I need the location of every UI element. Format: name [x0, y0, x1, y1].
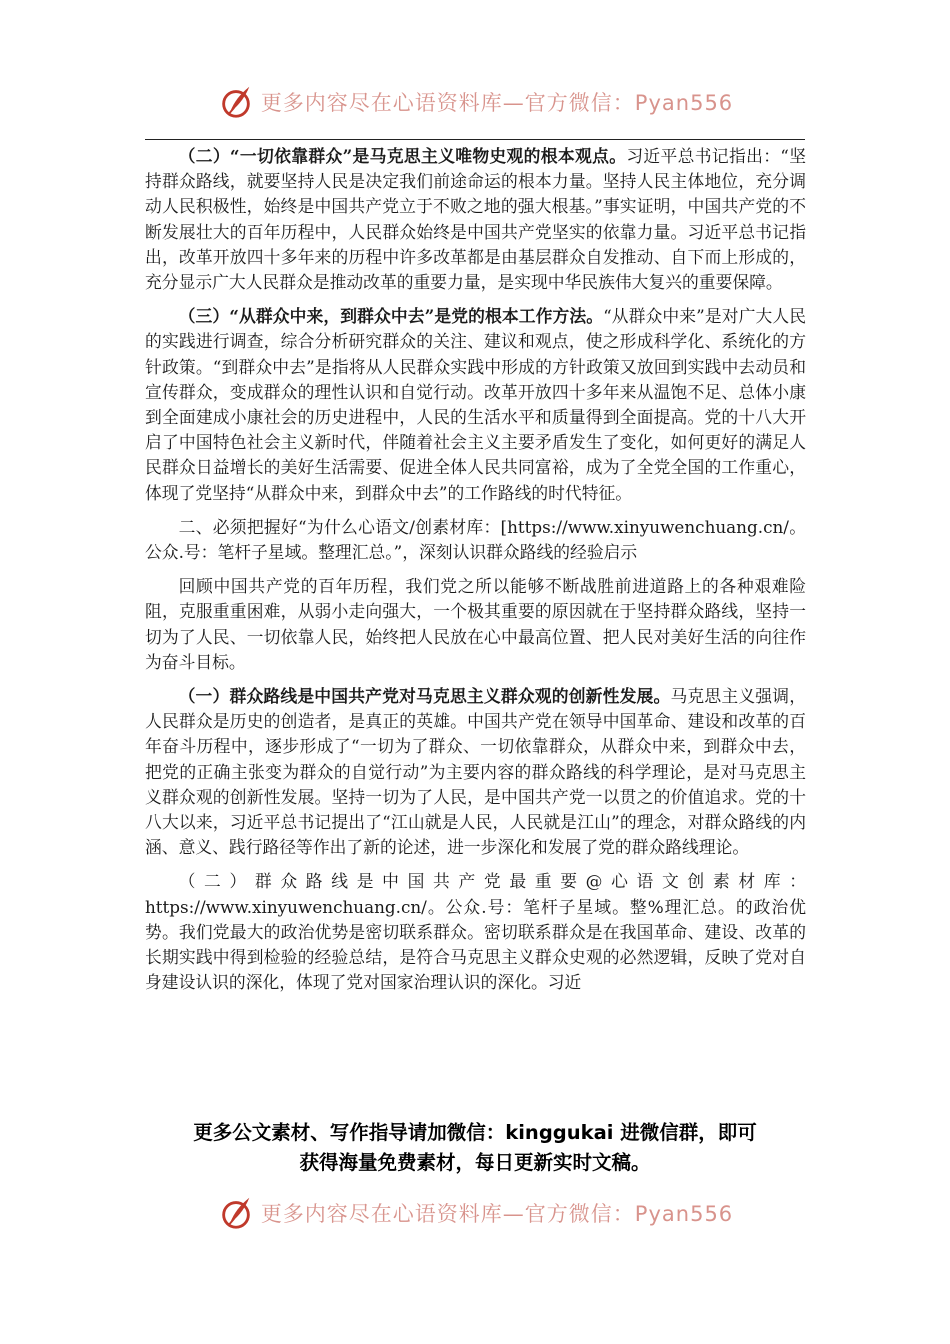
paragraph: 回顾中国共产党的百年历程，我们党之所以能够不断战胜前进道路上的各种艰难险阻，克服重重困难，从弱小走向强大，一个极其重要的原因就在于坚持群众路线，坚持一切为了人民、一切依靠人民，始终把人民放在心中最高位置、把人民对美好生活的向往作为奋斗目标。 — [145, 576, 806, 672]
header-divider — [145, 139, 805, 140]
document-body — [145, 144, 806, 1005]
paragraph: （二）群众路线是中国共产党最重要@心语文创素材库：https://www.xinyuwenchuang.cn/。公众.号：笔杆子星域。整%理汇总。的政治优势。我们党最大的政治优势是密切联系群众。密切联系群众是在我国革命、建设、改革的长期实践中得到检验的经验总结，是符合马克思主义群众史观的必然逻辑，反映了党对自身建设认识的深化，体现了党对国家治理认识的深化。习近 — [145, 871, 806, 993]
paragraph: （一）群众路线是中国共产党对马克思主义群众观的创新性发展。马克思主义强调，人民群众是历史的创造者，是真正的英雄。中国共产党在领导中国革命、建设和改革的百年奋斗历程中，逐步形成了“一切为了群众、一切依靠群众，从群众中来，到群众中去，把党的正确主张变为群众的自觉行动”为主要内容的群众路线的科学理论，是对马克思主义群众观的创新性发展。坚持一切为了人民，是中国共产党一以贯之的价值追求。党的十八大以来，习近平总书记提出了“江山就是人民，人民就是江山”的理念，对群众路线的内涵、意义、践行路径等作出了新的论述，进一步深化和发展了党的群众路线理论。 — [145, 686, 806, 858]
paragraph: （二）“一切依靠群众”是马克思主义唯物史观的根本观点。习近平总书记指出：“坚持群众路线，就要坚持人民是决定我们前途命运的根本力量。坚持人民主体地位，充分调动人民积极性，始终是中国共产党立于不败之地的强大根基。”事实证明，中国共产党的不断发展壮大的百年历程中，人民群众始终是中国共产党坚实的依靠力量。习近平总书记指出，改革开放四十多年来的历程中许多改革都是由基层群众自发推动、自下而上形成的，充分显示广大人民群众是推动改革的重要力量，是实现中华民族伟大复兴的重要保障。 — [145, 146, 806, 293]
promo-notice — [145, 1118, 805, 1178]
section-heading: 二、必须把握好“为什么心语文/创素材库：[https://www.xinyuwenchuang.cn/。公众.号：笔杆子星域。整理汇总。”，深刻认识群众路线的经验启示 — [145, 516, 806, 563]
promo-line: 获得海量免费素材，每日更新实时文稿。 — [299, 1151, 651, 1174]
header-banner-text: 更多内容尽在心语资料库—官方微信：Pyan556 — [260, 91, 734, 115]
quill-logo-icon — [217, 1194, 255, 1232]
footer-banner-text: 更多内容尽在心语资料库—官方微信：Pyan556 — [260, 1202, 734, 1226]
quill-logo-icon — [217, 83, 255, 121]
footer-banner — [0, 1193, 950, 1233]
promo-line: 更多公文素材、写作指导请加微信：kinggukai 进微信群，即可 — [193, 1121, 757, 1144]
paragraph: （三）“从群众中来，到群众中去”是党的根本工作方法。“从群众中来”是对广大人民的实践进行调查，综合分析研究群众的关注、建议和观点，使之形成科学化、系统化的方针政策。“到群众中去”是指将从人民群众实践中形成的方针政策又放回到实践中去动员和宣传群众，变成群众的理性认识和自觉行动。改革开放四十多年来从温饱不足、总体小康到全面建成小康社会的历史进程中，人民的生活水平和质量得到全面提高。党的十八大开启了中国特色社会主义新时代，伴随着社会主义主要矛盾发生了变化，如何更好的满足人民群众日益增长的美好生活需要、促进全体人民共同富裕，成为了全党全国的工作重心，体现了党坚持“从群众中来，到群众中去”的工作路线的时代特征。 — [145, 306, 806, 503]
header-banner — [0, 82, 950, 122]
